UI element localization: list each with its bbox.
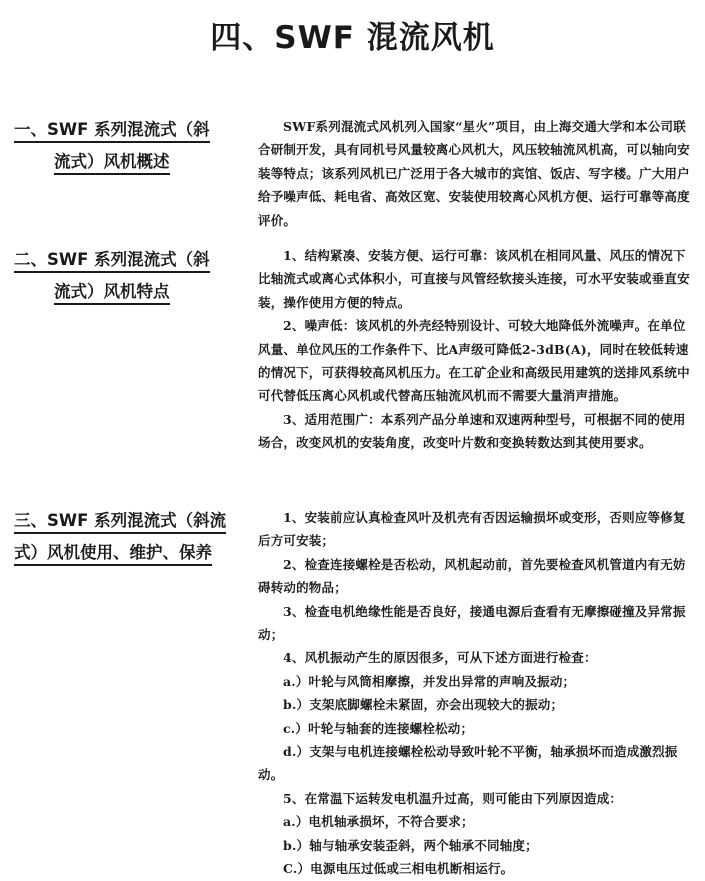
paragraph: 3、检查电机绝缘性能是否良好，接通电源后查看有无摩擦碰撞及异常振动； — [258, 603, 686, 643]
section-heading-line-1: 二、SWF 系列混流式（斜 — [14, 250, 210, 273]
paragraph: 4、风机振动产生的原因很多，可从下述方面进行检查： — [283, 650, 597, 666]
section-heading — [14, 505, 246, 569]
list-item: d.）支架与电机连接螺栓松动导致叶轮不平衡，轴承损坏而造成激烈振动。 — [258, 744, 678, 783]
paragraph: SWF系列混流式风机列入国家“星火”项目，由上海交通大学和本公司联合研制开发，具有同机号风量较离心风机大，风压较轴流风机高，可以轴向安装等特点；该系列风机已广泛用于各大城市的宾馆、饭店、写字楼。广大用户给予噪声低、耗电省、高效区宽、安装使用较离心风机方便、运行可靠等高度评价。 — [258, 119, 690, 228]
section-body — [258, 506, 690, 881]
list-item: a.）叶轮与风筒相摩擦，并发出异常的声响及振动； — [283, 673, 576, 689]
paragraph: 1、安装前应认真检查风叶及机壳有否因运输损坏或变形，否则应等修复后方可安装； — [258, 510, 686, 549]
section-heading-line-2: 式）风机使用、维护、保养 — [14, 543, 212, 566]
section-body — [258, 244, 690, 455]
section-heading-line-1: 一、SWF 系列混流式（斜 — [14, 120, 210, 143]
section-body — [258, 115, 690, 232]
section-heading — [14, 244, 246, 308]
list-item: C.）电源电压过低或三相电机断相运行。 — [283, 861, 514, 877]
list-item: b.）轴与轴承安装歪斜，两个轴承不同轴度； — [283, 837, 538, 853]
paragraph: 2、噪声低：该风机的外壳经特别设计、可较大地降低外流噪声。在单位风量、单位风压的工作条件下、比A声级可降低2-3dB(A)，同时在较低转速的情况下，可获得较高风机压力。在工矿企业和高级民用建筑的送排风系统中可代替低压离心风机或代替高压轴流风机而不需要大量消声措施。 — [258, 318, 690, 404]
section-heading-line-2: 流式）风机概述 — [54, 152, 170, 175]
section-heading — [14, 114, 246, 178]
section-heading-line-2: 流式）风机特点 — [54, 282, 170, 305]
paragraph: 3、适用范围广：本系列产品分单速和双速两种型号，可根据不同的使用场合，改变风机的安装角度，改变叶片数和变换转数达到其使用要求。 — [258, 411, 686, 451]
list-item: b.）支架底脚螺栓未紧固，亦会出现较大的振动； — [283, 697, 564, 713]
section-heading-line-1: 三、SWF 系列混流式（斜流 — [14, 511, 226, 534]
paragraph: 5、在常温下运转发电机温升过高，则可能由下列原因造成： — [283, 790, 623, 806]
paragraph: 2、检查连接螺栓是否松动，风机起动前，首先要检查风机管道内有无妨碍转动的物品； — [258, 556, 686, 596]
paragraph: 1、结构紧凑、安装方便、运行可靠：该风机在相同风量、风压的情况下比轴流式或离心式体积小，可直接与风管经软接头连接，可水平安装或垂直安装，操作使用方便的特点。 — [258, 248, 690, 310]
list-item: c.）叶轮与轴套的连接螺栓松动； — [283, 720, 474, 736]
page-title: 四、SWF 混流风机 — [210, 20, 495, 56]
list-item: a.）电机轴承损坏，不符合要求； — [283, 814, 474, 830]
